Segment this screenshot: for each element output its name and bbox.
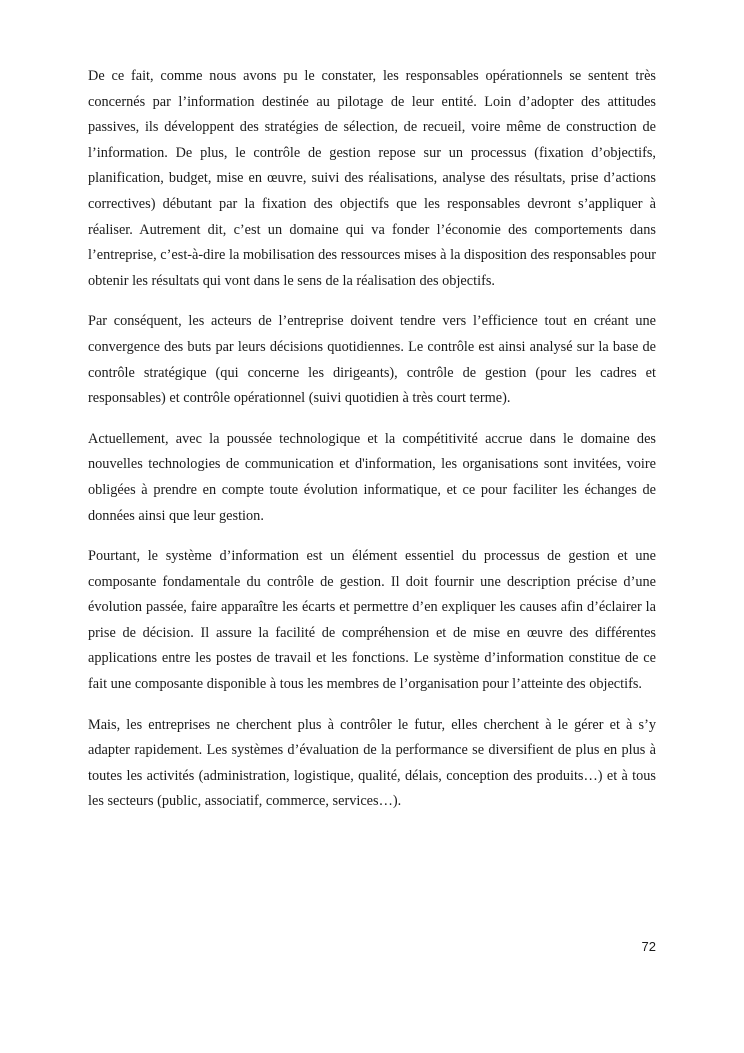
page-number: 72 [641,939,656,954]
paragraph-3: Actuellement, avec la poussée technologique et la compétitivité accrue dans le domaine des nouvelles technologies de communication et d'information, les organisations sont invitées, voire obligées à prendre en compte toute évolution informatique, et ce pour faciliter les échanges de données ainsi que leur gestion. [88,430,656,524]
paragraph-4: Pourtant, le système d’information est un élément essentiel du processus de gestion et une composante fondamentale du contrôle de gestion. Il doit fournir une description précise d’une évolution passée, faire apparaître les écarts et permettre d’en expliquer les causes afin d’éclairer la prise de décision. Il assure la facilité de compréhension et de mise en œuvre des différentes applications entre les postes de travail et les fonctions. Le système d’information constitue de ce fait une composante disponible à tous les membres de l’organisation pour l’atteinte des objectifs. [88,548,656,693]
body-text [88,64,656,830]
paragraph-1: De ce fait, comme nous avons pu le constater, les responsables opérationnels se sentent très concernés par l’information destinée au pilotage de leur entité. Loin d’adopter des attitudes passives, ils développent des stratégies de sélection, de recueil, voire même de construction de l’information. De plus, le contrôle de gestion repose sur un processus (fixation d’objectifs, planification, budget, mise en œuvre, suivi des réalisations, analyse des résultats, prise d’actions correctives) débutant par la fixation des objectifs que les responsables devront s’appliquer à réaliser. Autrement dit, c’est un domaine qui va fonder l’économie des comportements dans l’entreprise, c’est-à-dire la mobilisation des ressources mises à la disposition des responsables pour obtenir les résultats qui vont dans le sens de la réalisation des objectifs. [88,68,656,289]
paragraph-5: Mais, les entreprises ne cherchent plus à contrôler le futur, elles cherchent à le gérer et à s’y adapter rapidement. Les systèmes d’évaluation de la performance se diversifient de plus en plus à toutes les activités (administration, logistique, qualité, délais, conception des produits…) et à tous les secteurs (public, associatif, commerce, services…). [88,716,656,810]
paragraph-2: Par conséquent, les acteurs de l’entreprise doivent tendre vers l’efficience tout en créant une convergence des buts par leurs décisions quotidiennes. Le contrôle est ainsi analysé sur la base de contrôle stratégique (qui concerne les dirigeants), contrôle de gestion (pour les cadres et responsables) et contrôle opérationnel (suivi quotidien à très court terme). [88,313,656,407]
